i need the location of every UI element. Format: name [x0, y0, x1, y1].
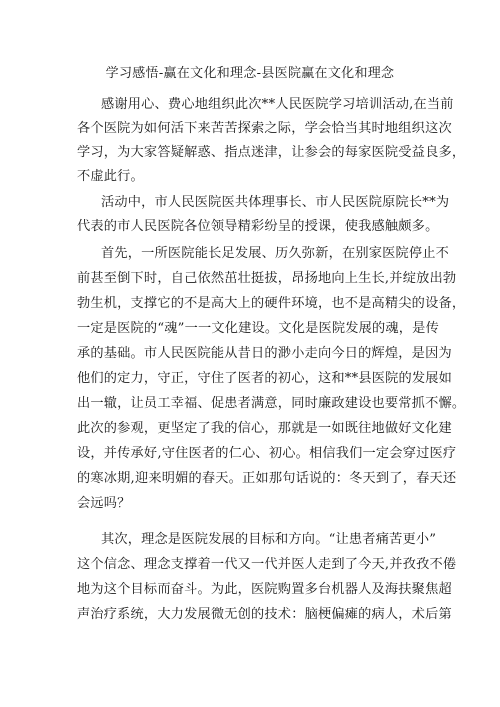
document-title: 学习感悟-赢在文化和理念-县医院赢在文化和理念 [105, 66, 395, 81]
paragraph-line: 感谢用心、费心地组织此次**人民医院学习培训活动,在当前 [101, 97, 454, 112]
paragraph-line: 的寒冰期,迎来明媚的春天。正如那句话说的：冬天到了，春天还 [77, 471, 457, 486]
paragraph-line: 不虚此行。 [77, 169, 144, 184]
paragraph-line: 设，并传承好,守住医者的仁心、初心。相信我们一定会穿过医疗 [77, 446, 457, 461]
paragraph-line: 学习，为大家答疑解惑、指点迷津，让参会的每家医院受益良多， [77, 145, 466, 160]
paragraph-line: 出一辙，让员工幸福、促患者满意，同时廉政建设也要常抓不懈。 [77, 396, 466, 411]
paragraph-line: 声治疗系统，大力发展微无创的技术：脑梗偏瘫的病人，术后第 [77, 607, 452, 622]
paragraph-line: 他们的定力，守正，守住了医者的初心，这和**县医院的发展如 [77, 371, 453, 386]
paragraph-line: 首先，一所医院能长足发展、历久弥新，在别家医院停止不 [101, 246, 450, 261]
paragraph-line: 前甚至倒下时，自己依然茁壮挺拔，昂扬地向上生长,并绽放出勃 [77, 271, 457, 286]
paragraph-line: 一定是医院的“魂”一一文化建设。文化是医院发展的魂，是传 [77, 321, 439, 336]
paragraph-line: 其次，理念是医院发展的目标和方向。“让患者痛苦更小” [101, 532, 437, 547]
paragraph-line: 各个医院为如何活下来苦苦探索之际，学会恰当其时地组织这次 [77, 121, 452, 136]
paragraph-line: 这个信念、理念支撑着一代又一代并医人走到了今天,并孜孜不倦 [77, 557, 457, 572]
paragraph-line: 代表的市人民医院各位领导精彩纷呈的授课，使我感触颇多。 [77, 219, 439, 234]
paragraph-line: 勃生机，支撑它的不是高大上的硬件环境，也不是高精尖的设备， [77, 296, 466, 311]
paragraph-line: 此次的参观，更坚定了我的信心，那就是一如既往地做好文化建 [77, 421, 452, 436]
paragraph-line: 地为这个目标而奋斗。为此，医院购置多台机器人及海扶聚焦超 [77, 582, 452, 597]
paragraph-line: 活动中，市人民医院医共体理事长、市人民医院原院长**为 [101, 195, 450, 210]
paragraph-line: 会远吗？ [77, 496, 131, 511]
paragraph-line: 承的基础。市人民医院能从昔日的渺小走向今日的辉煌，是因为 [77, 346, 452, 361]
